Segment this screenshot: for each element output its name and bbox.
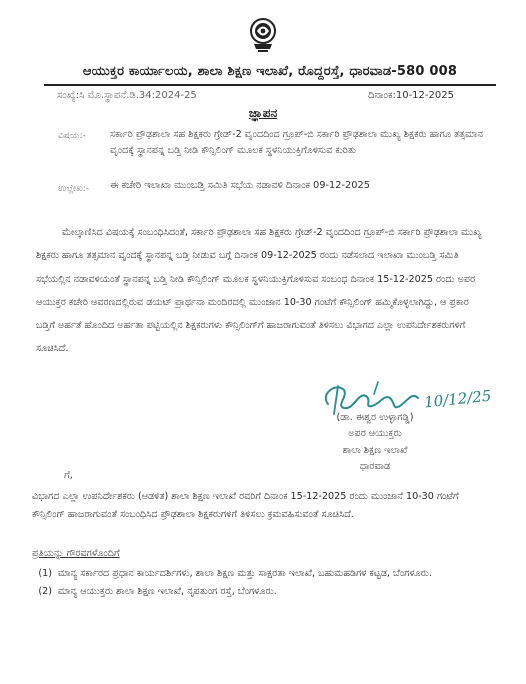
reference-number: ಸಂಖ್ಯೆ:ಸಿ ಮೊ.ಸ್ಥಾಪನೆ.ಡಿ.34:2024-25 — [57, 90, 197, 101]
document-date: ದಿನಾಂಕ:10-12-2025 — [368, 90, 454, 101]
list-item-text: ಮಾನ್ಯ ಸರ್ಕಾರದ ಪ್ರಧಾನ ಕಾರ್ಯದರ್ಶಿಗಳು, ಶಾಲಾ ಶಿಕ್ಷಣ ಮತ್ತು ಸಾಕ್ಷರತಾ ಇಲಾಖೆ, ಬಹುಮಹಡಿಗಳ ಕಟ್ಟಡ, ಬೆಂಗಳೂರು. — [58, 568, 432, 579]
to-text: ವಿಭಾಗದ ಎಲ್ಲಾ ಉಪನಿರ್ದೇಶಕರು (ಆಡಳಿತ) ಶಾಲಾ ಶಿಕ್ಷಣ ಇಲಾಖೆ ರವರಿಗೆ ದಿನಾಂಕ 15-12-2025 ರಂದು ಮುಂಜಾನೆ 10-30 ಗಂಟೆಗೆ ಕೌನ್ಸಿಲಿಂಗ್ ಹಾಜರಾಗುವಂತೆ ಸಂಬಂಧಿಸಿದ ಪ್ರೌಢಶಾಲಾ ಶಿಕ್ಷಕರುಗಳಿಗೆ ತಿಳಿಸಲು ಕ್ರಮವಹಿಸುವಂತೆ ಸೂಚಿಸಿದೆ. — [32, 491, 459, 520]
signatory-place: ಧಾರವಾಡ — [359, 460, 391, 472]
subject-text: ಸರ್ಕಾರಿ ಪ್ರೌಢಶಾಲಾ ಸಹ ಶಿಕ್ಷಕರು ಗ್ರೇಡ್-2 ವೃಂದದಿಂದ ಗ್ರೂಪ್-ಬಿ ಸರ್ಕಾರಿ ಪ್ರೌಢಶಾಲಾ ಮುಖ್ಯ ಶಿಕ್ಷಕರು ಹಾಗೂ ತತ್ಸಮಾನ ವೃಂದಕ್ಕೆ ಸ್ಥಾನಪನ್ನ ಬಡ್ತಿ ನೀಡಿ ಕೌನ್ಸಿಲಿಂಗ್ ಮೂಲಕ ಸ್ಥಳನಿಯುಕ್ತಿಗೊಳಿಸುವ ಕುರಿತು — [110, 129, 483, 156]
reference-text: ಈ ಕಚೇರಿ ಇಲಾಖಾ ಮುಂಬಡ್ತಿ ಸಮಿತಿ ಸಭೆಯ ನಡಾವಳಿ ದಿನಾಂಕ 09-12-2025 — [110, 180, 370, 191]
to-label: ಗೆ, — [64, 470, 73, 481]
signatory-designation: ಅಪರ ಆಯುಕ್ತರು — [348, 428, 402, 440]
list-item — [32, 584, 502, 600]
list-item-text: ಮಾನ್ಯ ಆಯುಕ್ತರು ಶಾಲಾ ಶಿಕ್ಷಣ ಇಲಾಖೆ, ನೃಪತುಂಗ ರಸ್ತೆ, ಬೆಂಗಳೂರು. — [58, 586, 277, 598]
list-item — [32, 566, 502, 582]
karnataka-emblem-icon — [248, 14, 278, 54]
memo-title: ಜ್ಞಾಪನ — [248, 106, 278, 120]
signatory-block — [320, 410, 430, 475]
list-item-number: (2) — [38, 586, 52, 598]
subject-label: ವಿಷಯ:- — [58, 131, 86, 141]
copy-label: ಪ್ರತಿಯನ್ನು ಗೌರವಗಳೊಂದಿಗೆ — [32, 548, 120, 559]
copy-list — [32, 566, 502, 603]
reference-label: ಉಲ್ಲೇಖ:- — [58, 184, 90, 194]
signature-date: 10/12/25 — [423, 386, 493, 412]
office-header: ಆಯುಕ್ತರ ಕಾರ್ಯಾಲಯ, ಶಾಲಾ ಶಿಕ್ಷಣ ಇಲಾಖೆ, ರೊದ್ದರಸ್ತೆ, ಧಾರವಾಡ-580 008 — [82, 64, 458, 79]
list-item-number: (1) — [38, 568, 52, 579]
body-paragraph: ಮೇಲ್ಕಾಣಿಸಿದ ವಿಷಯಕ್ಕೆ ಸಂಬಂಧಿಸಿದಂತೆ, ಸರ್ಕಾರಿ ಪ್ರೌಢಶಾಲಾ ಸಹ ಶಿಕ್ಷಕರು ಗ್ರೇಡ್-2 ವೃಂದದಿಂದ ಗ್ರೂಪ್-ಬಿ ಸರ್ಕಾರಿ ಪ್ರೌಢಶಾಲಾ ಮುಖ್ಯ ಶಿಕ್ಷಕರು ಹಾಗೂ ತತ್ಸಮಾನ ವೃಂದಕ್ಕೆ ಸ್ಥಾನಪನ್ನ ಬಡ್ತಿ ನೀಡುವ ಬಗ್ಗೆ ದಿನಾಂಕ 09-12-2025 ರಂದು ನಡೆಸಲಾದ ಇಲಾಖಾ ಮುಂಬಡ್ತಿ ಸಮಿತಿ ಸಭೆಯಲ್ಲಿನ ನಡಾವಳಿಯಂತೆ ಸ್ಥಾನಪನ್ನ ಬಡ್ತಿ ನೀಡಿ ಕೌನ್ಸಿಲಿಂಗ್ ಮೂಲಕ ಸ್ಥಳನಿಯುಕ್ತಿಗೊಳಿಸುವ ಸಂಬಂಧ ದಿನಾಂಕ 15-12-2025 ರಂದು ಅಪರ ಆಯುಕ್ತರ ಕಚೇರಿ ಆವರಣದಲ್ಲಿರುವ ಡಯಟ್ ಪ್ರಾರ್ಥನಾ ಮಂದಿರದಲ್ಲಿ ಮುಂಜಾನ 10-30 ಗಂಟೆಗೆ ಕೌನ್ಸಿಲಿಂಗ್ ಹಮ್ಮಿಕೊಳ್ಳಲಾಗಿದ್ದು, ಆ ಪ್ರಕಾರ ಬಡ್ತಿಗೆ ಅರ್ಹತೆ ಹೊಂದಿದ ಅರ್ಹತಾ ಪಟ್ಟಿಯಲ್ಲಿನ ಶಿಕ್ಷಕರುಗಳು ಕೌನ್ಸಿಲಿಂಗ್‌ಗೆ ಹಾಜರಾಗುವಂತೆ ತಿಳಿಸಲು ವಿಭಾಗದ ಎಲ್ಲಾ ಉಪನಿರ್ದೇಶಕರುಗಳಿಗೆ ಸೂಚಿಸಿದೆ. — [36, 227, 482, 355]
signatory-name: (ಡಾ. ಈಶ್ವರ ಉಳ್ಳಾಗಡ್ಡಿ) — [336, 412, 414, 423]
header-divider — [44, 84, 496, 86]
signatory-department: ಶಾಲಾ ಶಿಕ್ಷಣ ಇಲಾಖೆ — [342, 444, 408, 456]
